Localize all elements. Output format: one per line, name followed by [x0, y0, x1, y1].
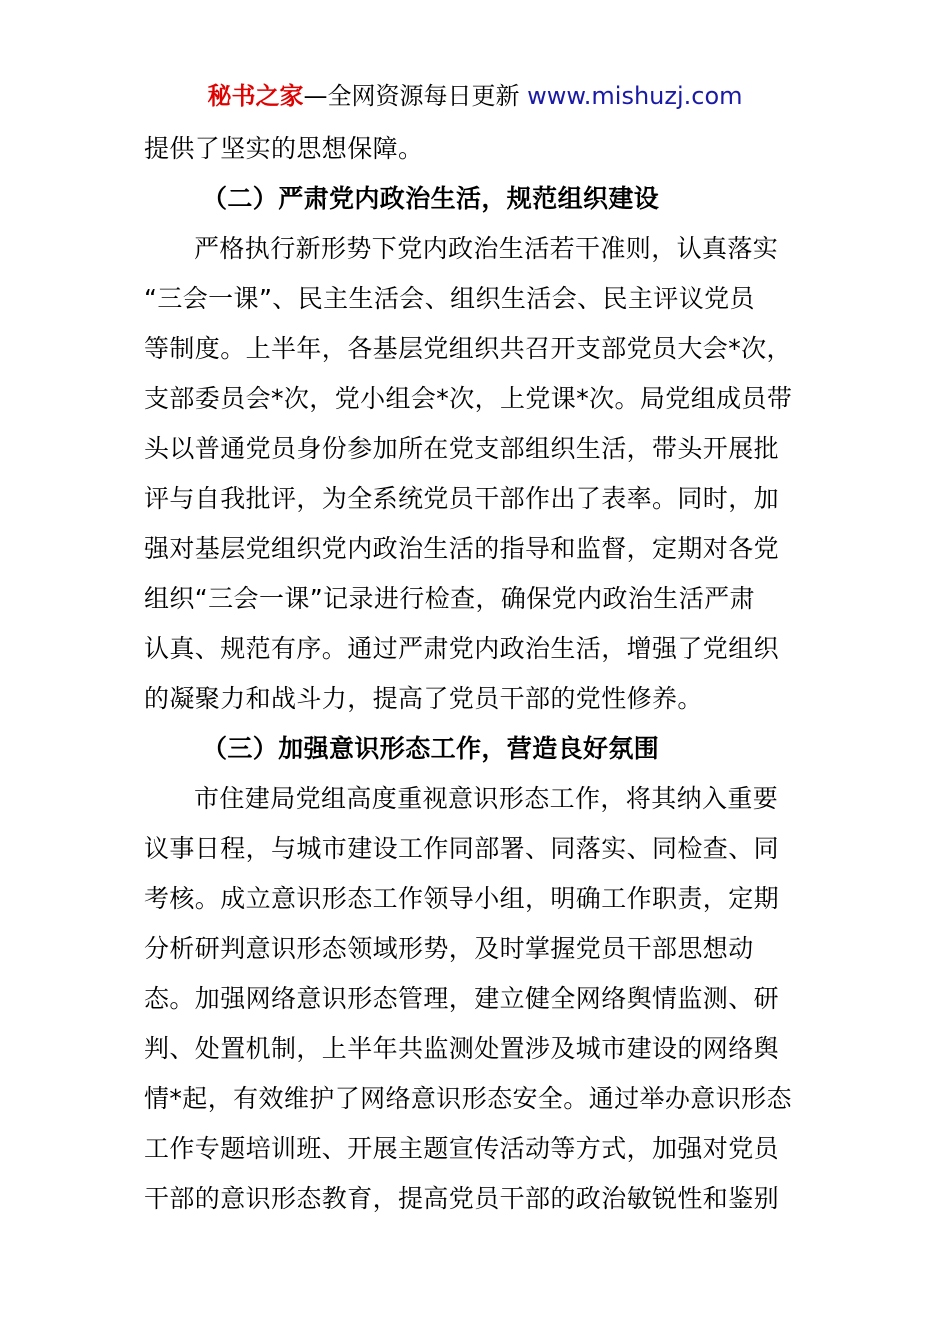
paragraph-line: 考核。成立意识形态工作领导小组，明确工作职责，定期 — [144, 884, 780, 913]
paragraph-line: 等制度。上半年，各基层党组织共召开支部党员大会*次， — [144, 334, 792, 363]
section-heading: （二）严肃党内政治生活，规范组织建设 — [202, 184, 660, 213]
section-heading: （三）加强意识形态工作，营造良好氛围 — [202, 734, 660, 763]
document-body — [144, 124, 808, 1224]
paragraph-line: 态。加强网络意识形态管理，建立健全网络舆情监测、研 — [144, 984, 780, 1013]
header-tagline: —全网资源每日更新 — [303, 82, 528, 110]
paragraph-line: 判、处置机制，上半年共监测处置涉及城市建设的网络舆 — [144, 1034, 780, 1063]
paragraph-line: 强对基层党组织党内政治生活的指导和监督，定期对各党 — [144, 534, 780, 563]
paragraph-line: 严格执行新形势下党内政治生活若干准则，认真落实 — [194, 234, 779, 263]
paragraph-line: 市住建局党组高度重视意识形态工作，将其纳入重要 — [194, 784, 779, 813]
paragraph-line: “三会一课”、民主生活会、组织生活会、民主评议党员 — [144, 284, 755, 313]
paragraph-line: 的凝聚力和战斗力，提高了党员干部的党性修养。 — [144, 684, 703, 713]
site-url-link[interactable]: www.mishuzj.com — [527, 82, 743, 110]
paragraph-line: 组织“三会一课”记录进行检查，确保党内政治生活严肃 — [144, 584, 755, 613]
paragraph-line: 提供了坚实的思想保障。 — [144, 134, 424, 163]
paragraph-line: 议事日程，与城市建设工作同部署、同落实、同检查、同 — [144, 834, 780, 863]
paragraph-line: 分析研判意识形态领域形势，及时掌握党员干部思想动 — [144, 934, 754, 963]
brand-name: 秘书之家 — [207, 82, 304, 110]
paragraph-line: 头以普通党员身份参加所在党支部组织生活，带头开展批 — [144, 434, 780, 463]
paragraph-line: 评与自我批评，为全系统党员干部作出了表率。同时，加 — [144, 484, 780, 513]
paragraph-line: 支部委员会*次，党小组会*次，上党课*次。局党组成员带 — [144, 384, 793, 413]
paragraph-line: 情*起，有效维护了网络意识形态安全。通过举办意识形态 — [144, 1084, 792, 1113]
watermark-header — [0, 78, 950, 114]
paragraph-line: 干部的意识形态教育，提高党员干部的政治敏锐性和鉴别 — [144, 1184, 780, 1213]
paragraph-line: 认真、规范有序。通过严肃党内政治生活，增强了党组织 — [144, 634, 780, 663]
paragraph-line: 工作专题培训班、开展主题宣传活动等方式，加强对党员 — [144, 1134, 780, 1163]
